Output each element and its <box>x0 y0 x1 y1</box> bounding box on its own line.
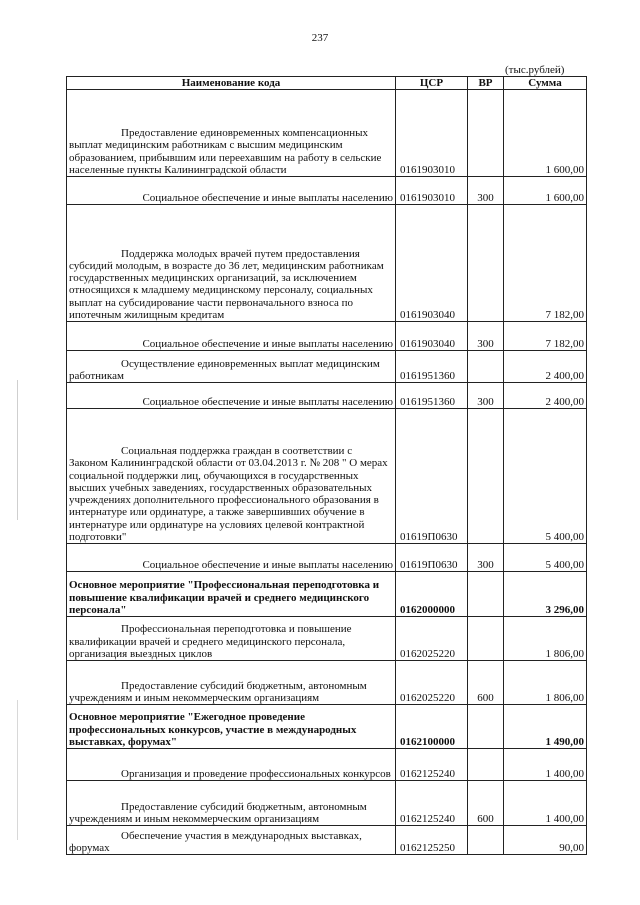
table-row <box>67 409 587 544</box>
header-name: Наименование кода <box>67 77 396 90</box>
row-sum: 1 806,00 <box>504 617 587 661</box>
row-csr: 0161951360 <box>396 351 468 383</box>
table-row <box>67 749 587 781</box>
row-csr: 0162025220 <box>396 661 468 705</box>
row-name: Поддержка молодых врачей путем предоставления субсидий молодым, в возрасте до 36 лет, медицинским работникам государственных медицинских организаций, за исключением относящихся к младшему медицинскому персоналу, социальных выплат на субсидирование части первоначального взноса по ипотечным жилищным кредитам <box>67 205 396 322</box>
row-sum: 1 400,00 <box>504 781 587 826</box>
row-vr <box>468 90 504 177</box>
header-vr: ВР <box>468 77 504 90</box>
row-sum: 5 400,00 <box>504 544 587 572</box>
row-name: Основное мероприятие "Ежегодное проведение профессиональных конкурсов, участие в международных выставках, форумах" <box>67 705 396 749</box>
row-vr <box>468 351 504 383</box>
page-number: 237 <box>311 32 329 44</box>
row-name: Осуществление единовременных выплат медицинским работникам <box>67 351 396 383</box>
row-csr: 0162000000 <box>396 572 468 617</box>
budget-table <box>66 76 587 855</box>
row-sum: 1 600,00 <box>504 177 587 205</box>
row-csr: 0162100000 <box>396 705 468 749</box>
table-row <box>67 705 587 749</box>
table-row <box>67 90 587 177</box>
row-csr: 0161903010 <box>396 177 468 205</box>
table-row <box>67 544 587 572</box>
row-sum: 3 296,00 <box>504 572 587 617</box>
table-row <box>67 205 587 322</box>
table-row <box>67 826 587 855</box>
row-name: Социальная поддержка граждан в соответствии с Законом Калининградской области от 03.04.2013 г. № 208 " О мерах социальной поддержки лиц, обучающихся в государственных высших учебных заведениях, государственных образовательных учреждениях дополнительного профессионального образования в интернатуре или ординатуре, а также завершивших обучение в интернатуре или ординатуре на условиях целевой контрактной подготовки" <box>67 409 396 544</box>
row-name: Организация и проведение профессиональных конкурсов <box>67 749 396 781</box>
units-label: (тыс.рублей) <box>505 64 565 76</box>
header-sum: Сумма <box>504 77 587 90</box>
table-row <box>67 572 587 617</box>
table-row <box>67 383 587 409</box>
table-row <box>67 351 587 383</box>
row-name: Социальное обеспечение и иные выплаты населению <box>67 177 396 205</box>
row-sum: 2 400,00 <box>504 351 587 383</box>
table-row <box>67 781 587 826</box>
scan-margin-line <box>17 700 18 840</box>
row-name: Предоставление субсидий бюджетным, автономным учреждениям и иным некоммерческим организациям <box>67 781 396 826</box>
row-vr: 300 <box>468 177 504 205</box>
row-name: Профессиональная переподготовка и повышение квалификации врачей и среднего медицинского персонала, организация выездных циклов <box>67 617 396 661</box>
row-name: Предоставление единовременных компенсационных выплат медицинским работникам с высшим медицинским образованием, прибывшим или переехавшим на работу в сельские населенные пункты Калининградской области <box>67 90 396 177</box>
row-sum: 7 182,00 <box>504 322 587 351</box>
row-vr <box>468 205 504 322</box>
row-name: Основное мероприятие "Профессиональная переподготовка и повышение квалификации врачей и среднего медицинского персонала" <box>67 572 396 617</box>
row-name: Социальное обеспечение и иные выплаты населению <box>67 383 396 409</box>
row-sum: 1 400,00 <box>504 749 587 781</box>
table-row <box>67 661 587 705</box>
row-vr <box>468 749 504 781</box>
row-vr: 300 <box>468 383 504 409</box>
row-sum: 1 806,00 <box>504 661 587 705</box>
row-sum: 1 490,00 <box>504 705 587 749</box>
row-csr: 0162125250 <box>396 826 468 855</box>
table-header-row <box>67 77 587 90</box>
row-vr <box>468 705 504 749</box>
row-csr: 0162025220 <box>396 617 468 661</box>
row-csr: 01619П0630 <box>396 409 468 544</box>
table-row <box>67 177 587 205</box>
row-csr: 0162125240 <box>396 749 468 781</box>
row-vr <box>468 826 504 855</box>
row-sum: 7 182,00 <box>504 205 587 322</box>
row-vr: 300 <box>468 322 504 351</box>
row-vr: 600 <box>468 781 504 826</box>
table-row <box>67 322 587 351</box>
row-csr: 01619П0630 <box>396 544 468 572</box>
row-sum: 5 400,00 <box>504 409 587 544</box>
row-vr <box>468 617 504 661</box>
row-vr <box>468 409 504 544</box>
row-name: Социальное обеспечение и иные выплаты населению <box>67 322 396 351</box>
header-csr: ЦСР <box>396 77 468 90</box>
row-sum: 2 400,00 <box>504 383 587 409</box>
scan-margin-line <box>17 380 18 520</box>
row-name: Социальное обеспечение и иные выплаты населению <box>67 544 396 572</box>
row-vr: 300 <box>468 544 504 572</box>
row-csr: 0161903010 <box>396 90 468 177</box>
row-vr <box>468 572 504 617</box>
row-name: Предоставление субсидий бюджетным, автономным учреждениям и иным некоммерческим организациям <box>67 661 396 705</box>
row-csr: 0161951360 <box>396 383 468 409</box>
row-csr: 0161903040 <box>396 205 468 322</box>
row-name: Обеспечение участия в международных выставках, форумах <box>67 826 396 855</box>
row-vr: 600 <box>468 661 504 705</box>
row-sum: 1 600,00 <box>504 90 587 177</box>
row-sum: 90,00 <box>504 826 587 855</box>
row-csr: 0161903040 <box>396 322 468 351</box>
table-row <box>67 617 587 661</box>
row-csr: 0162125240 <box>396 781 468 826</box>
